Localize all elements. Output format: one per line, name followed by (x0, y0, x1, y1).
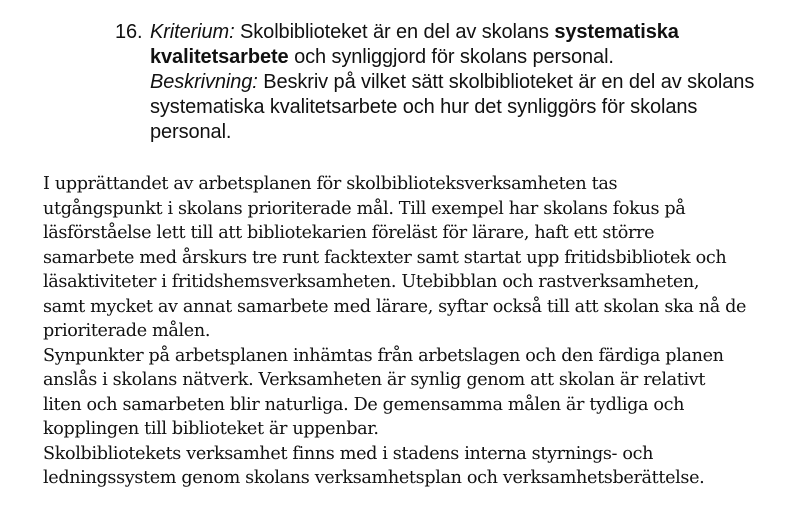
beskrivning-text: Beskriv på vilket sätt skolbiblioteket är en del av skolans systematiska kvalitetsarbete och hur det synliggörs för skolans personal. (150, 71, 755, 143)
body-line: utgångspunkt i skolans prioriterade mål. Till exempel har skolans fokus på (43, 198, 686, 219)
kriterium-bold-text: systematiska kvalitetsarbete (150, 21, 679, 68)
kriterium-text-before: Skolbiblioteket är en del av skolans (240, 21, 549, 43)
body-line: samarbete med årskurs tre runt facktexter samt startat upp fritidsbibliotek och (43, 247, 727, 268)
beskrivning-paragraph (150, 70, 762, 145)
body-line: prioriterade målen. (43, 321, 211, 341)
beskrivning-label: Beskrivning: (150, 71, 258, 93)
response-body (43, 172, 793, 491)
body-line: samt mycket av annat samarbete med lärare, syftar också till att skolan ska nå de (43, 296, 747, 317)
kriterium-paragraph (150, 20, 762, 70)
criterion-content (150, 20, 762, 145)
criterion-item (115, 20, 762, 145)
body-line: I upprättandet av arbetsplanen för skolbiblioteksverksamheten tas (43, 174, 618, 194)
criterion-number: 16. (115, 21, 143, 43)
kriterium-text-after: och synliggjord för skolans personal. (294, 46, 614, 68)
body-line: Skolbibliotekets verksamhet finns med i stadens interna styrnings- och (43, 443, 654, 464)
body-line: läsaktiviteter i fritidshemsverksamheten. Utebibblan och rastverksamheten, (43, 272, 700, 292)
body-line: Synpunkter på arbetsplanen inhämtas från arbetslagen och den färdiga planen (43, 345, 724, 366)
kriterium-label: Kriterium: (150, 21, 235, 43)
body-line: anslås i skolans nätverk. Verksamheten är synlig genom att skolan är relativt (43, 370, 706, 390)
body-line: liten och samarbeten blir naturliga. De gemensamma målen är tydliga och (43, 394, 685, 415)
body-line: läsförståelse lett till att bibliotekarien föreläst för lärare, haft ett större (43, 223, 655, 243)
body-line: kopplingen till biblioteket är uppenbar. (43, 419, 379, 439)
body-line: ledningssystem genom skolans verksamhetsplan och verksamhetsberättelse. (43, 468, 705, 488)
